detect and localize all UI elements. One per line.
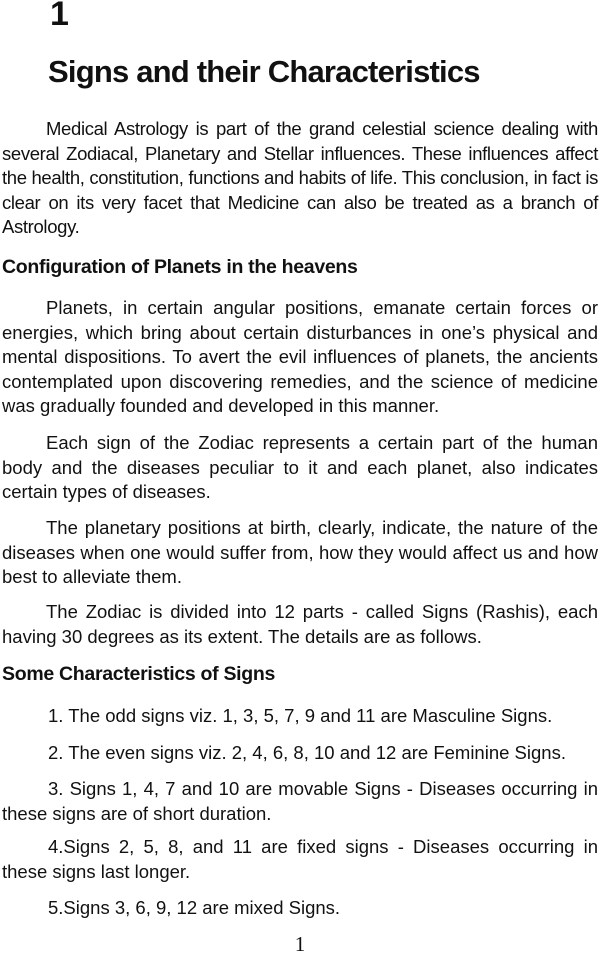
paragraph-zodiac-body: Each sign of the Zodiac represents a certain part of the human body and the diseases peculiar to it and each planet, also indicates certain types of diseases. — [2, 432, 598, 502]
intro-paragraph: Medical Astrology is part of the grand celestial science dealing with several Zodiacal, Planetary and Stellar influences. These influences affect the health, constitution, functions and habits of life. This conclusion, in fact is clear on its very facet that Medicine can also be treated as a branch of Astrology. — [2, 118, 598, 237]
list-item-odd-signs: 1. The odd signs viz. 1, 3, 5, 7, 9 and 11 are Masculine Signs. — [48, 705, 553, 726]
chapter-title: Signs and their Characteristics — [48, 54, 480, 89]
section-heading-characteristics: Some Characteristics of Signs — [2, 663, 276, 685]
list-item-mixed-signs: 5.Signs 3, 6, 9, 12 are mixed Signs. — [48, 897, 341, 918]
chapter-number: 1 — [50, 0, 69, 33]
page-number: 1 — [294, 932, 306, 956]
list-item-movable-signs: 3. Signs 1, 4, 7 and 10 are movable Signs - Diseases occurring in these signs are of short duration. — [2, 778, 598, 824]
paragraph-zodiac-division: The Zodiac is divided into 12 parts - called Signs (Rashis), each having 30 degrees as its extent. The details are as follows. — [2, 601, 598, 647]
list-item-even-signs: 2. The even signs viz. 2, 4, 6, 8, 10 and 12 are Feminine Signs. — [48, 742, 566, 763]
paragraph-birth-positions: The planetary positions at birth, clearly, indicate, the nature of the diseases when one would suffer from, how they would affect us and how best to alleviate them. — [2, 517, 598, 587]
section-heading-configuration: Configuration of Planets in the heavens — [2, 256, 358, 278]
paragraph-planet-forces: Planets, in certain angular positions, emanate certain forces or energies, which bring about certain disturbances in one’s physical and mental dispositions. To avert the evil influences of planets, the ancients contemplated upon discovering remedies, and the science of medicine was gradually founded and developed in this manner. — [2, 297, 598, 416]
list-item-fixed-signs: 4.Signs 2, 5, 8, and 11 are fixed signs - Diseases occurring in these signs last longer. — [2, 836, 598, 882]
